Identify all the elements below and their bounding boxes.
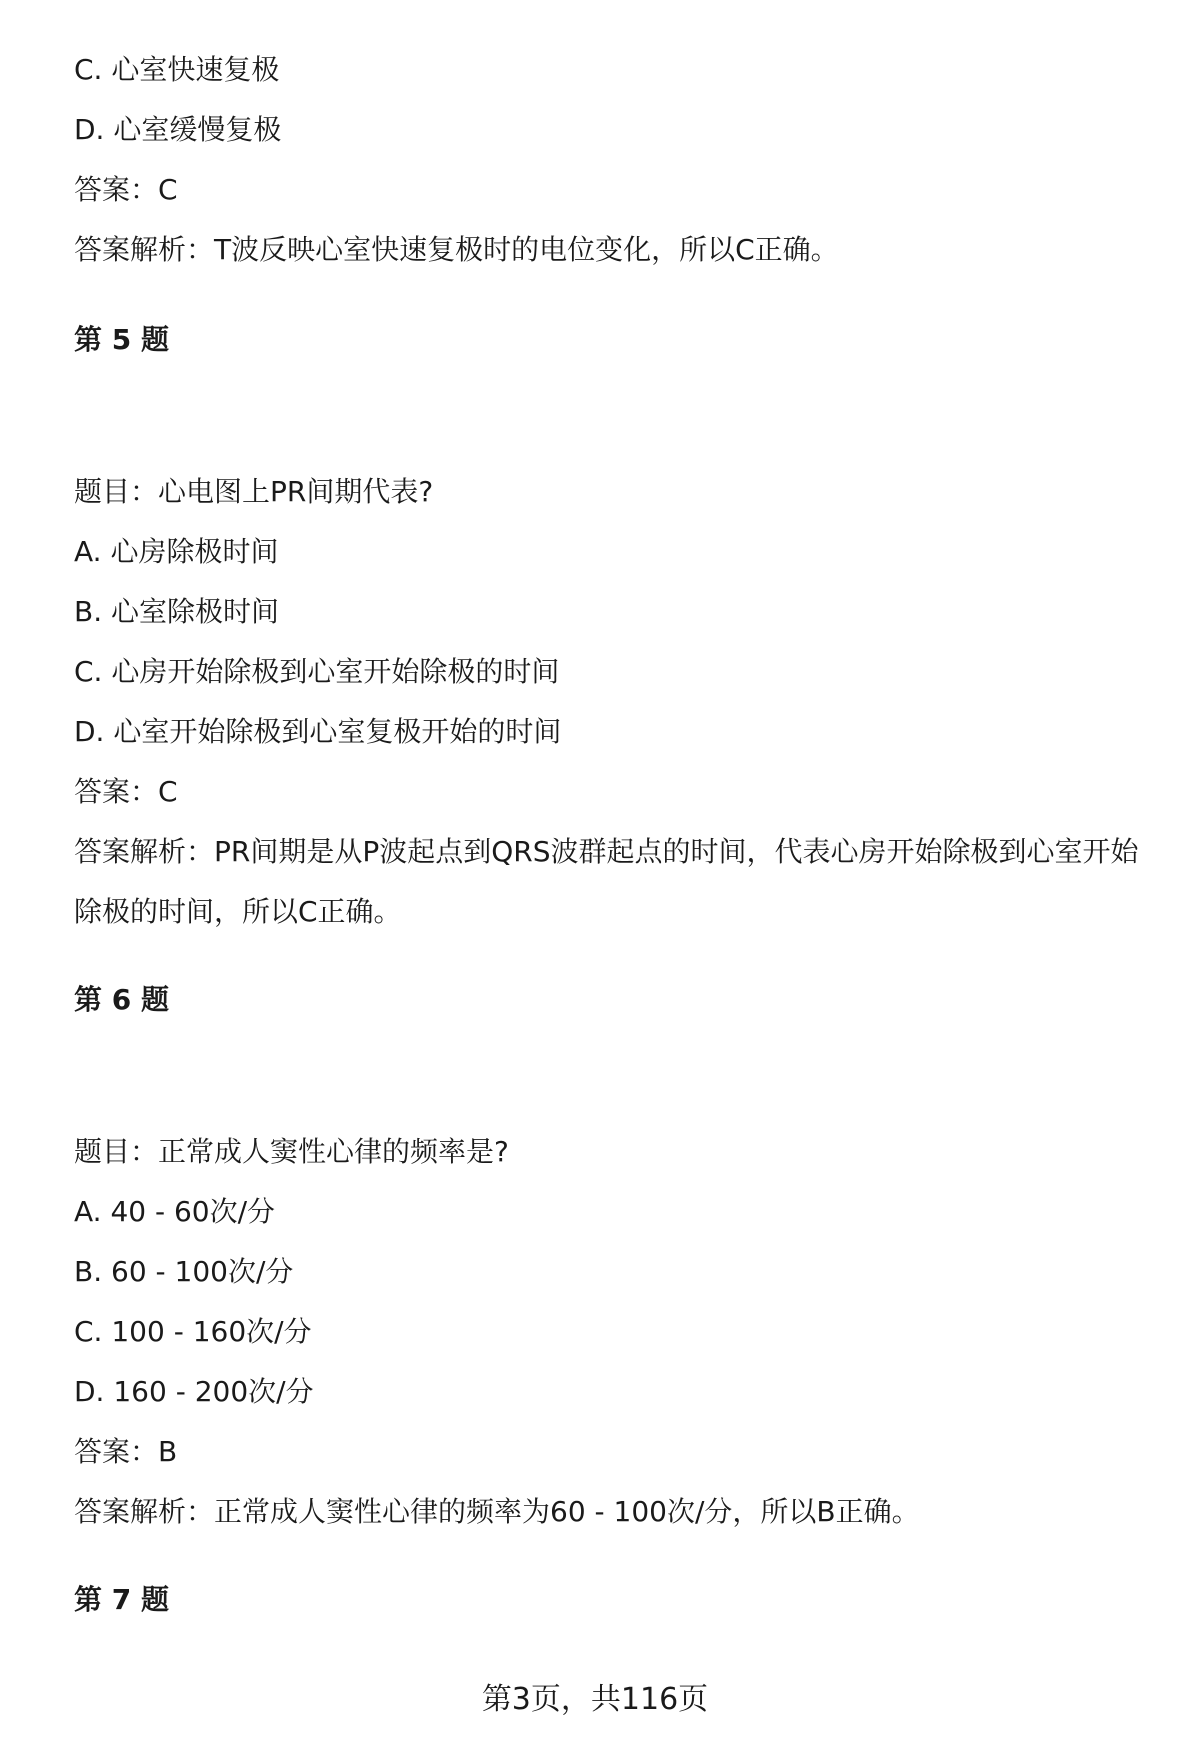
option-d: D. 心室缓慢复极 [74,113,282,146]
question-text: 题目：正常成人窦性心律的频率是? [74,1135,509,1168]
answer: 答案：C [74,775,178,808]
answer: 答案：C [74,173,178,206]
option-d: D. 心室开始除极到心室复极开始的时间 [74,715,562,748]
answer: 答案：B [74,1435,178,1468]
option-b: B. 心室除极时间 [74,595,280,628]
question-heading-7: 第 7 题 [74,1583,169,1616]
page-number-footer: 第3页，共116页 [481,1682,709,1717]
question-heading-5: 第 5 题 [74,323,169,356]
answer-explanation: 答案解析：PR间期是从P波起点到QRS波群起点的时间，代表心房开始除极到心室开始除极的时间，所以C正确。 [74,835,1139,928]
question-text: 题目：心电图上PR间期代表? [74,475,434,508]
option-b: B. 60 - 100次/分 [74,1255,294,1288]
option-c: C. 100 - 160次/分 [74,1315,312,1348]
option-a: A. 40 - 60次/分 [74,1195,276,1228]
question-heading-6: 第 6 题 [74,983,169,1016]
option-c: C. 心室快速复极 [74,53,280,86]
option-d: D. 160 - 200次/分 [74,1375,314,1408]
option-a: A. 心房除极时间 [74,535,279,568]
answer-explanation: 答案解析：正常成人窦性心律的频率为60 - 100次/分，所以B正确。 [74,1495,920,1528]
option-c: C. 心房开始除极到心室开始除极的时间 [74,655,560,688]
answer-explanation: 答案解析：T波反映心室快速复极时的电位变化，所以C正确。 [74,233,839,266]
